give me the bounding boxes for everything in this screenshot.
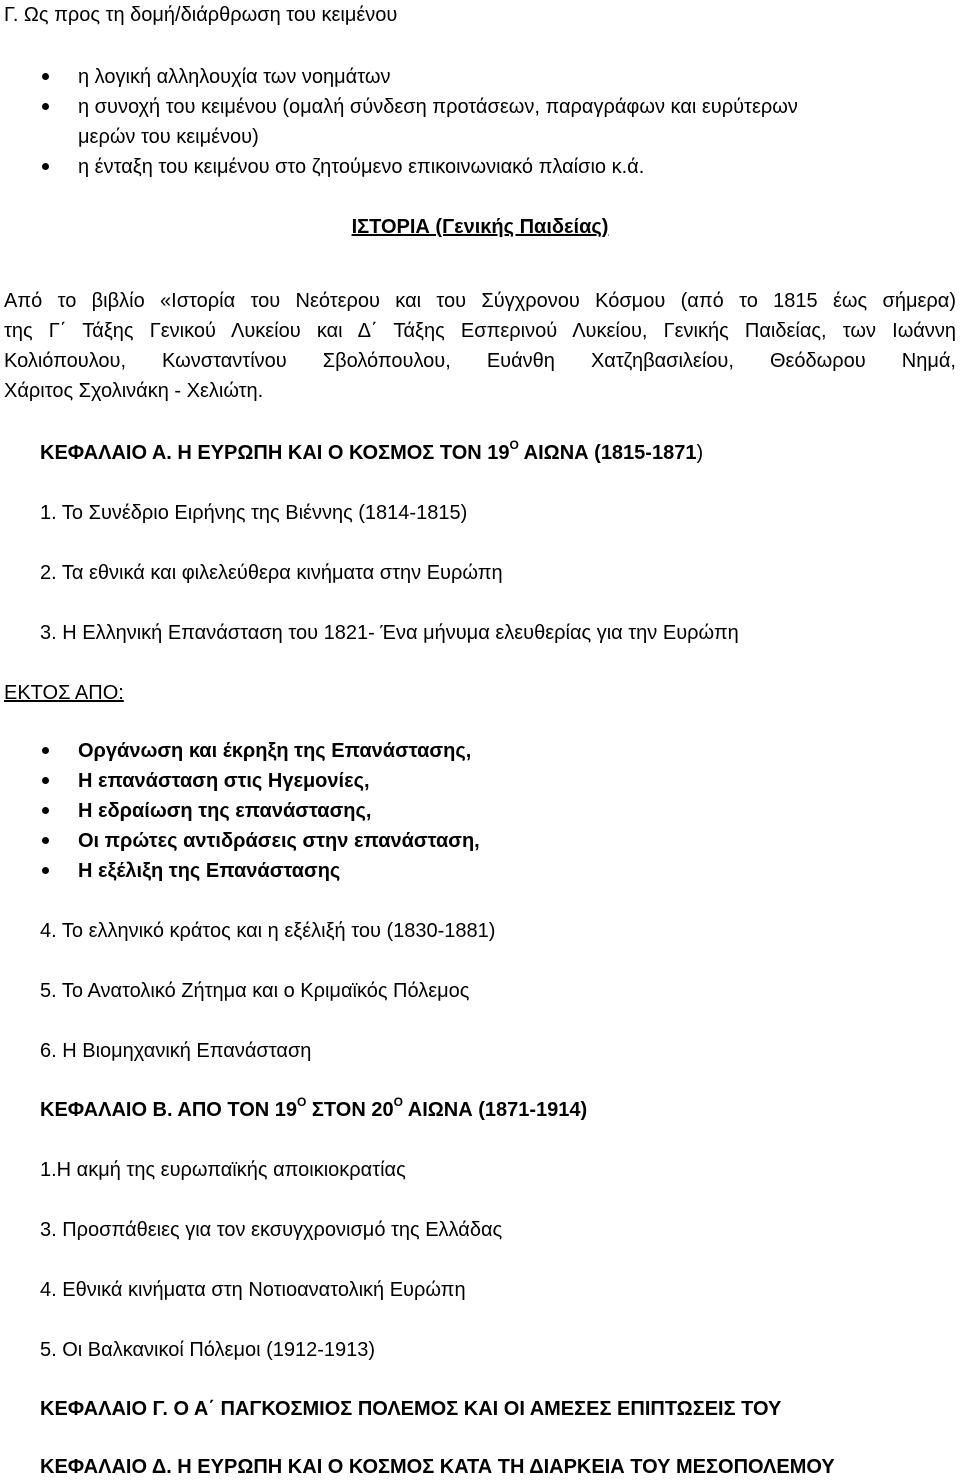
structure-heading: Γ. Ως προς τη δομή/διάρθρωση του κειμένου	[4, 4, 398, 26]
bullet-icon	[42, 837, 49, 844]
chapter-a-item-4: 4. Το ελληνικό κράτος και η εξέλιξή του (1830-1881)	[40, 920, 496, 942]
intro-paragraph	[4, 286, 956, 406]
chapter-a-heading: ΚΕΦΑΛΑΙΟ Α. Η ΕΥΡΩΠΗ ΚΑΙ Ο ΚΟΣΜΟΣ ΤΟΝ $19^O$ ΑΙΩΝΑ (1815-1871)	[40, 438, 704, 464]
chapter-a-item-3: 3. Η Ελληνική Επανάσταση του 1821- Ένα μήνυμα ελευθερίας για την Ευρώπη	[40, 622, 739, 644]
intro-line-4: Χάριτος Σχολινάκη - Χελιώτη.	[4, 380, 264, 402]
bullet-icon	[42, 807, 49, 814]
except-bullet-2: Η επανάσταση στις Ηγεμονίες,	[78, 770, 370, 792]
chapter-a-item-5: 5. Το Ανατολικό Ζήτημα και ο Κριμαϊκός Πόλεμος	[40, 980, 470, 1002]
chapter-c-heading: ΚΕΦΑΛΑΙΟ Γ. Ο Α΄ ΠΑΓΚΟΣΜΙΟΣ ΠΟΛΕΜΟΣ ΚΑΙ ΟΙ ΑΜΕΣΕΣ ΕΠΙΠΤΩΣΕΙΣ ΤΟΥ	[40, 1398, 782, 1420]
except-bullet-5: Η εξέλιξη της Επανάστασης	[78, 860, 341, 882]
chapter-b-item-3: 3. Προσπάθειες για τον εκσυγχρονισμό της Ελλάδας	[40, 1219, 503, 1241]
bullet-icon	[42, 867, 49, 874]
chapter-a-item-2: 2. Τα εθνικά και φιλελεύθερα κινήματα στην Ευρώπη	[40, 562, 503, 584]
except-bullet-1: Οργάνωση και έκρηξη της Επανάστασης,	[78, 740, 472, 762]
except-bullet-3: Η εδραίωση της επανάστασης,	[78, 800, 372, 822]
chapter-b-item-1: 1.Η ακμή της ευρωπαϊκής αποικιοκρατίας	[40, 1159, 406, 1181]
structure-bullet-2: η συνοχή του κειμένου (ομαλή σύνδεση προτάσεων, παραγράφων και ευρύτερων	[78, 96, 798, 118]
chapter-b-item-5: 5. Οι Βαλκανικοί Πόλεμοι (1912-1913)	[40, 1339, 376, 1361]
structure-bullet-2-cont: μερών του κειμένου)	[78, 126, 259, 148]
chapter-a-item-1: 1. Το Συνέδριο Ειρήνης της Βιέννης (1814-1815)	[40, 502, 468, 524]
structure-bullet-1: η λογική αλληλουχία των νοημάτων	[78, 66, 391, 88]
intro-line-3: Κολιόπουλου, Κωνσταντίνου Σβολόπουλου, Ευάνθη Χατζηβασιλείου, Θεόδωρου Νημά,	[4, 350, 956, 372]
intro-line-2: της Γ΄ Τάξης Γενικού Λυκείου και Δ΄ Τάξης Εσπερινού Λυκείου, Γενικής Παιδείας, των Ιωάννη	[4, 320, 956, 342]
bullet-icon	[42, 747, 49, 754]
chapter-b-heading: ΚΕΦΑΛΑΙΟ Β. ΑΠΟ ΤΟΝ $19^O$ ΣΤΟΝ $20^O$ ΑΙΩΝΑ (1871-1914)	[40, 1095, 588, 1121]
chapter-b-item-4: 4. Εθνικά κινήματα στη Νοτιοανατολική Ευρώπη	[40, 1279, 466, 1301]
intro-line-1: Από το βιβλίο «Ιστορία του Νεότερου και του Σύγχρονου Κόσμου (από το 1815 έως σήμερα)	[4, 290, 956, 312]
bullet-icon	[42, 103, 49, 110]
chapter-a-item-6: 6. Η Βιομηχανική Επανάσταση	[40, 1040, 312, 1062]
bullet-icon	[42, 163, 49, 170]
chapter-d-heading: ΚΕΦΑΛΑΙΟ Δ. Η ΕΥΡΩΠΗ ΚΑΙ Ο ΚΟΣΜΟΣ ΚΑΤΑ ΤΗ ΔΙΑΡΚΕΙΑ ΤΟΥ ΜΕΣΟΠΟΛΕΜΟΥ	[40, 1456, 835, 1478]
except-bullet-4: Οι πρώτες αντιδράσεις στην επανάσταση,	[78, 830, 480, 852]
structure-bullet-3: η ένταξη του κειμένου στο ζητούμενο επικοινωνιακό πλαίσιο κ.ά.	[78, 156, 645, 178]
bullet-icon	[42, 777, 49, 784]
history-title: ΙΣΤΟΡΙΑ (Γενικής Παιδείας)	[351, 216, 609, 238]
bullet-icon	[42, 73, 49, 80]
except-label: ΕΚΤΟΣ ΑΠΟ:	[4, 682, 124, 704]
